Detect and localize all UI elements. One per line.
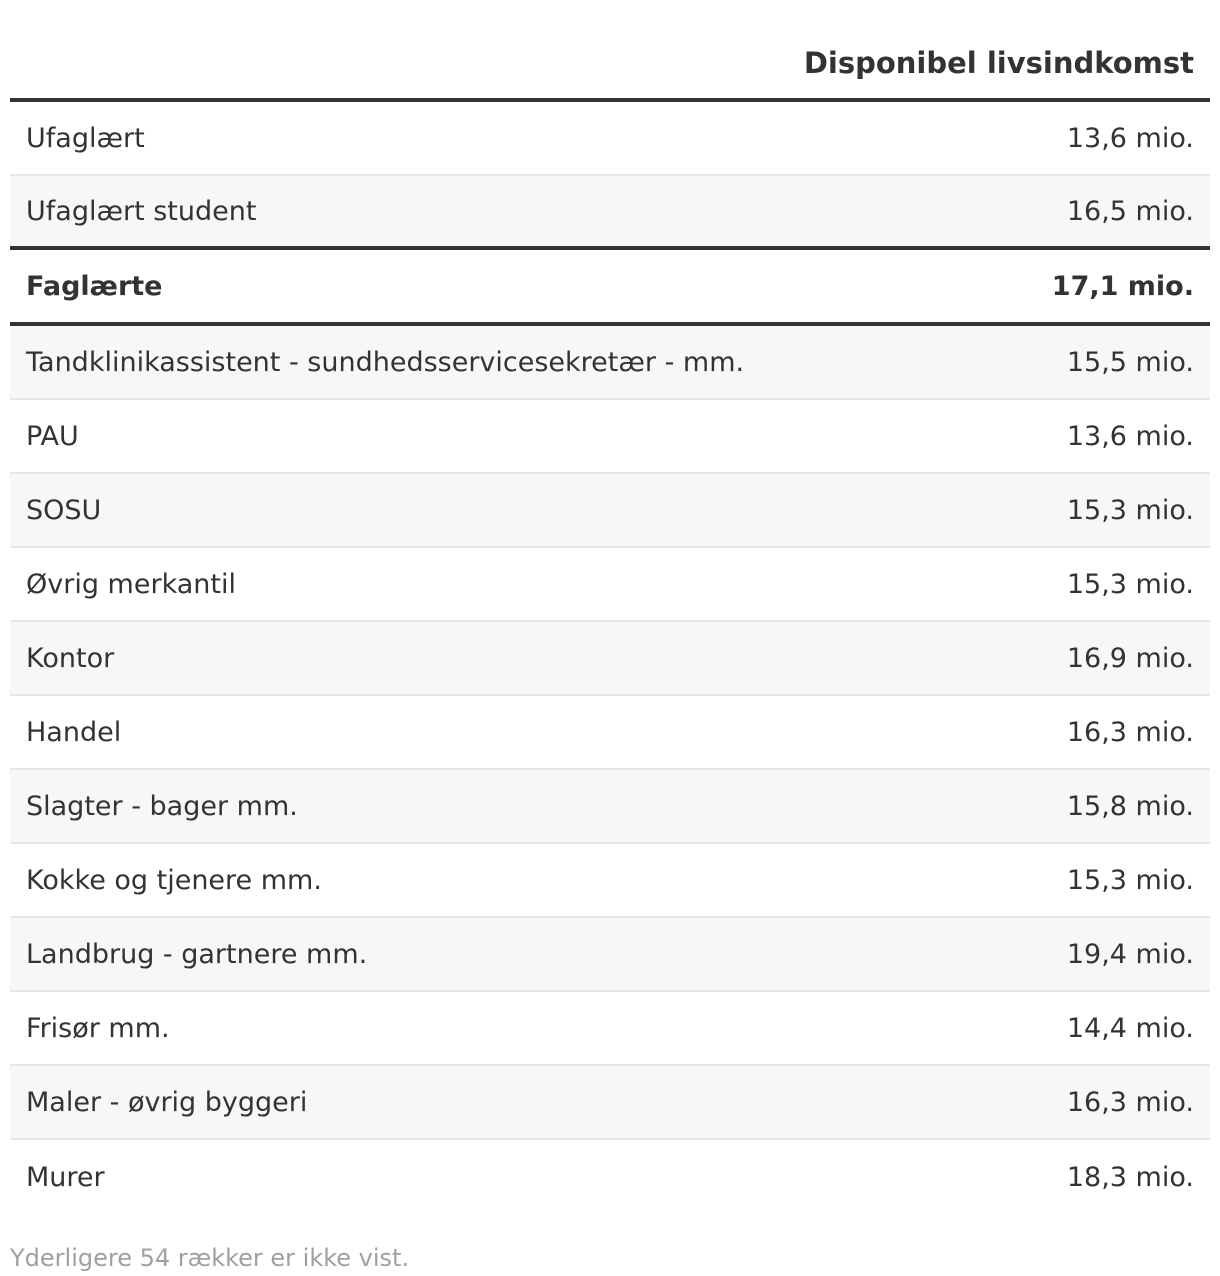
row-value: 15,3 mio. <box>1066 864 1194 896</box>
summary-label: Faglærte <box>26 270 163 302</box>
row-label: Murer <box>26 1161 105 1193</box>
table-row <box>10 696 1210 770</box>
row-value: 13,6 mio. <box>1066 420 1194 452</box>
row-value: 16,9 mio. <box>1066 642 1194 674</box>
summary-value: 17,1 mio. <box>1051 270 1194 302</box>
table-row <box>10 918 1210 992</box>
row-value: 16,3 mio. <box>1066 716 1194 748</box>
row-value: 14,4 mio. <box>1066 1012 1194 1044</box>
row-value: 16,5 mio. <box>1066 195 1194 227</box>
table-row <box>10 992 1210 1066</box>
row-label: Landbrug - gartnere mm. <box>26 938 368 970</box>
row-label: Ufaglært student <box>26 195 257 227</box>
row-label: PAU <box>26 420 79 452</box>
row-label: Ufaglært <box>26 122 145 154</box>
table-row <box>10 102 1210 176</box>
row-value: 15,8 mio. <box>1066 790 1194 822</box>
row-label: Frisør mm. <box>26 1012 170 1044</box>
row-value: 15,3 mio. <box>1066 568 1194 600</box>
row-label: Kokke og tjenere mm. <box>26 864 322 896</box>
table-row <box>10 548 1210 622</box>
row-value: 19,4 mio. <box>1066 938 1194 970</box>
table-row <box>10 1066 1210 1140</box>
data-table <box>10 0 1210 1272</box>
row-label: Handel <box>26 716 122 748</box>
column-header-disponibel-livsindkomst: Disponibel livsindkomst <box>803 46 1194 80</box>
row-value: 16,3 mio. <box>1066 1086 1194 1118</box>
table-row <box>10 844 1210 918</box>
table-header <box>10 0 1210 102</box>
row-value: 15,3 mio. <box>1066 494 1194 526</box>
row-value: 15,5 mio. <box>1066 346 1194 378</box>
row-value: 13,6 mio. <box>1066 122 1194 154</box>
table-row <box>10 622 1210 696</box>
table-row <box>10 326 1210 400</box>
row-label: Øvrig merkantil <box>26 568 236 600</box>
summary-row <box>10 250 1210 326</box>
row-label: Maler - øvrig byggeri <box>26 1086 308 1118</box>
table-row <box>10 770 1210 844</box>
row-label: Kontor <box>26 642 115 674</box>
row-value: 18,3 mio. <box>1066 1161 1194 1193</box>
table-row <box>10 400 1210 474</box>
footnote-hidden-rows: Yderligere 54 rækker er ikke vist. <box>10 1244 410 1272</box>
row-label: Slagter - bager mm. <box>26 790 298 822</box>
row-label: SOSU <box>26 494 102 526</box>
row-label: Tandklinikassistent - sundhedsservicesekretær - mm. <box>26 346 745 378</box>
table-row <box>10 474 1210 548</box>
table-row <box>10 176 1210 250</box>
table-row <box>10 1140 1210 1214</box>
